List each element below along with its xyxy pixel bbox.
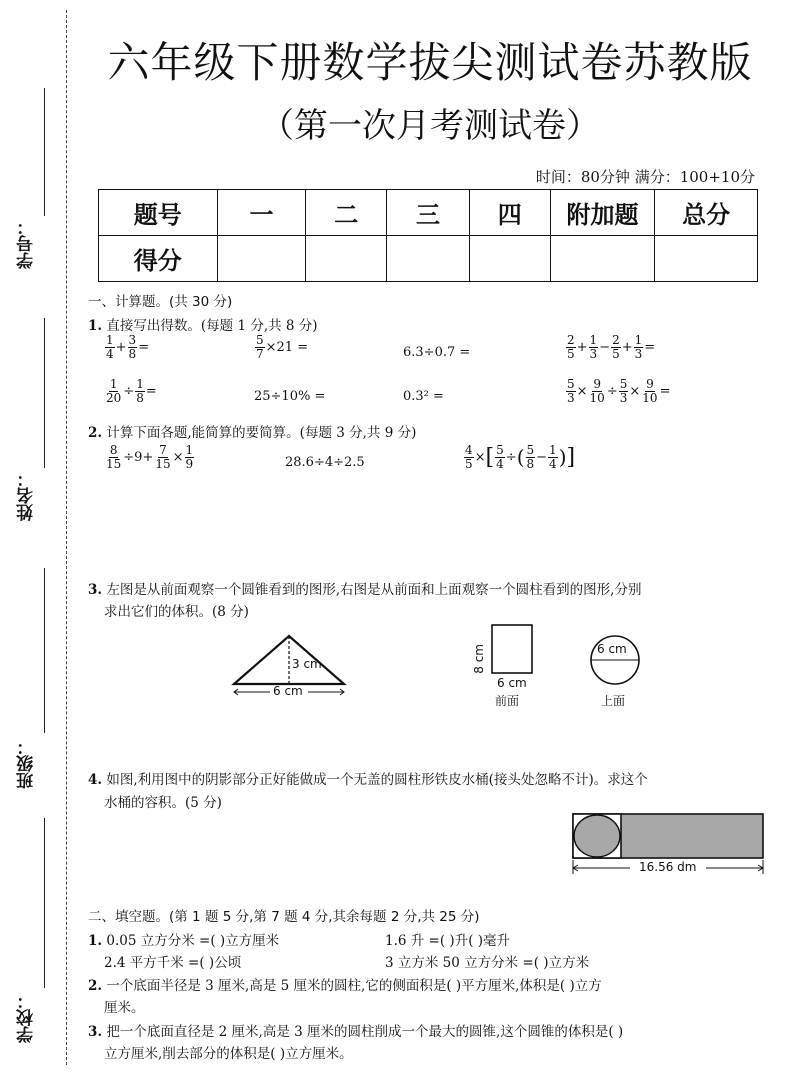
question-text: 如图,利用图中的阴影部分正好能做成一个无盖的圆柱形铁皮水桶(接头处忽略不计)。求这个 bbox=[106, 772, 648, 788]
question-text-cont: 立方厘米,削去部分的体积是( )立方厘米。 bbox=[104, 1046, 353, 1062]
question-text: 左图是从前面观察一个圆锥看到的图形,右图是从前面和上面观察一个圆柱看到的图形,分别 bbox=[106, 582, 642, 598]
cone-height-label: 3 cm bbox=[292, 657, 322, 671]
class-line bbox=[44, 568, 45, 733]
page-subtitle: （第一次月考测试卷） bbox=[260, 106, 600, 146]
question-number: 1. bbox=[88, 318, 103, 334]
question-text-cont: 厘米。 bbox=[104, 1000, 145, 1016]
table-header-cell: 题号 bbox=[99, 190, 218, 236]
cylinder-top-caption: 上面 bbox=[601, 694, 626, 708]
student-id-line bbox=[44, 88, 45, 216]
question-number: 1. bbox=[88, 933, 103, 949]
calc-item-2b: 28.6÷4÷2.5 bbox=[285, 455, 365, 470]
score-table bbox=[98, 189, 758, 282]
name-line bbox=[44, 318, 45, 468]
table-header-cell: 附加题 bbox=[550, 190, 655, 236]
question-number: 2. bbox=[88, 425, 103, 441]
calc-item-1c: 6.3÷0.7 = bbox=[403, 345, 471, 360]
question-number: 4. bbox=[88, 772, 103, 788]
calc-item-1f: 25÷10% = bbox=[254, 389, 326, 404]
question-number: 2. bbox=[88, 978, 103, 994]
table-header-cell: 总分 bbox=[655, 190, 758, 236]
score-cell[interactable] bbox=[550, 236, 655, 282]
calc-item-1b: $\frac{5}{7}$ ×21 = bbox=[256, 333, 309, 361]
question-number: 3. bbox=[88, 582, 103, 598]
table-row-label: 得分 bbox=[99, 236, 218, 282]
score-cell[interactable] bbox=[217, 236, 306, 282]
cylinder-height-label: 8 cm bbox=[472, 644, 486, 674]
question-text-cont: 求出它们的体积。(8 分) bbox=[104, 604, 249, 620]
question-text: 计算下面各题,能简算的要简算。(每题 3 分,共 9 分) bbox=[106, 425, 417, 441]
question-1-4 bbox=[88, 768, 648, 788]
score-cell[interactable] bbox=[387, 236, 470, 282]
section2-heading: 二、填空题。(第 1 题 5 分,第 7 题 4 分,其余每题 2 分,共 25 分) bbox=[88, 909, 480, 925]
question-text-cont: 水桶的容积。(5 分) bbox=[104, 795, 222, 811]
section1-heading: 一、计算题。(共 30 分) bbox=[88, 294, 233, 310]
circle-diameter-label: 6 cm bbox=[597, 642, 627, 656]
question-1-1 bbox=[88, 314, 318, 334]
score-cell[interactable] bbox=[655, 236, 758, 282]
time-score-info: 时间：80分钟 满分：100+10分 bbox=[535, 168, 755, 186]
class-label: 班级： bbox=[17, 738, 37, 789]
question-2-1a: 1. 0.05 立方分米 =( )立方厘米 bbox=[88, 933, 280, 949]
cone-base-label: 6 cm bbox=[273, 684, 303, 698]
calc-item-1g: 0.3² = bbox=[403, 389, 444, 404]
student-id-label: 学号： bbox=[17, 218, 37, 269]
question-2-3: 3. 把一个底面直径是 2 厘米,高是 3 厘米的圆柱削成一个最大的圆锥,这个圆锥的体积是( ) bbox=[88, 1024, 624, 1040]
table-header-cell: 四 bbox=[469, 190, 550, 236]
table-header-cell: 二 bbox=[306, 190, 387, 236]
question-2-2: 2. 一个底面半径是 3 厘米,高是 5 厘米的圆柱,它的侧面积是( )平方厘米,体积是( )立方 bbox=[88, 978, 602, 994]
name-label: 姓名： bbox=[17, 470, 37, 521]
calc-item-2c: $\frac{4}{5}$ × [ $\frac{5}{4}$ ÷ ( $\frac{5}{8}$ − $\frac{1}{4}$ ) ] bbox=[465, 443, 576, 471]
cylinder-front-caption: 前面 bbox=[495, 694, 520, 708]
calc-item-1a: $\frac{1}{4}$ + $\frac{3}{8}$ = bbox=[106, 333, 150, 361]
bucket-length-label: 16.56 dm bbox=[639, 860, 697, 874]
question-2-1c: 2.4 平方千米 =( )公顷 bbox=[104, 955, 242, 971]
score-cell[interactable] bbox=[469, 236, 550, 282]
question-text: 直接写出得数。(每题 1 分,共 8 分) bbox=[106, 318, 318, 334]
cylinder-width-label: 6 cm bbox=[497, 676, 527, 690]
school-label: 学校： bbox=[17, 992, 37, 1043]
question-1-2 bbox=[88, 421, 416, 441]
table-header-cell: 三 bbox=[387, 190, 470, 236]
calc-item-1d: $\frac{2}{5}$ + $\frac{1}{3}$ − $\frac{2}{5}$ + $\frac{1}{3}$ = bbox=[567, 333, 656, 361]
calc-item-1e: $\frac{1}{20}$ ÷ $\frac{1}{8}$ = bbox=[106, 377, 157, 405]
question-2-1b: 1.6 升 =( )升( )毫升 bbox=[385, 933, 511, 949]
question-2-1d: 3 立方米 50 立方分米 =( )立方米 bbox=[385, 955, 590, 971]
cylinder-front-rectangle bbox=[488, 624, 538, 676]
score-cell[interactable] bbox=[306, 236, 387, 282]
binding-dashed-line bbox=[66, 10, 67, 1065]
calc-item-1h: $\frac{5}{3}$ × $\frac{9}{10}$ ÷ $\frac{5}{3}$ × $\frac{9}{10}$ = bbox=[567, 377, 671, 405]
page-title: 六年级下册数学拔尖测试卷苏教版 bbox=[107, 38, 753, 87]
question-number: 3. bbox=[88, 1024, 103, 1040]
calc-item-2a: $\frac{8}{15}$ ÷9+ $\frac{7}{15}$ × $\frac{1}{9}$ bbox=[106, 443, 194, 471]
table-header-cell: 一 bbox=[217, 190, 306, 236]
question-1-3 bbox=[88, 578, 641, 598]
school-line bbox=[44, 818, 45, 988]
